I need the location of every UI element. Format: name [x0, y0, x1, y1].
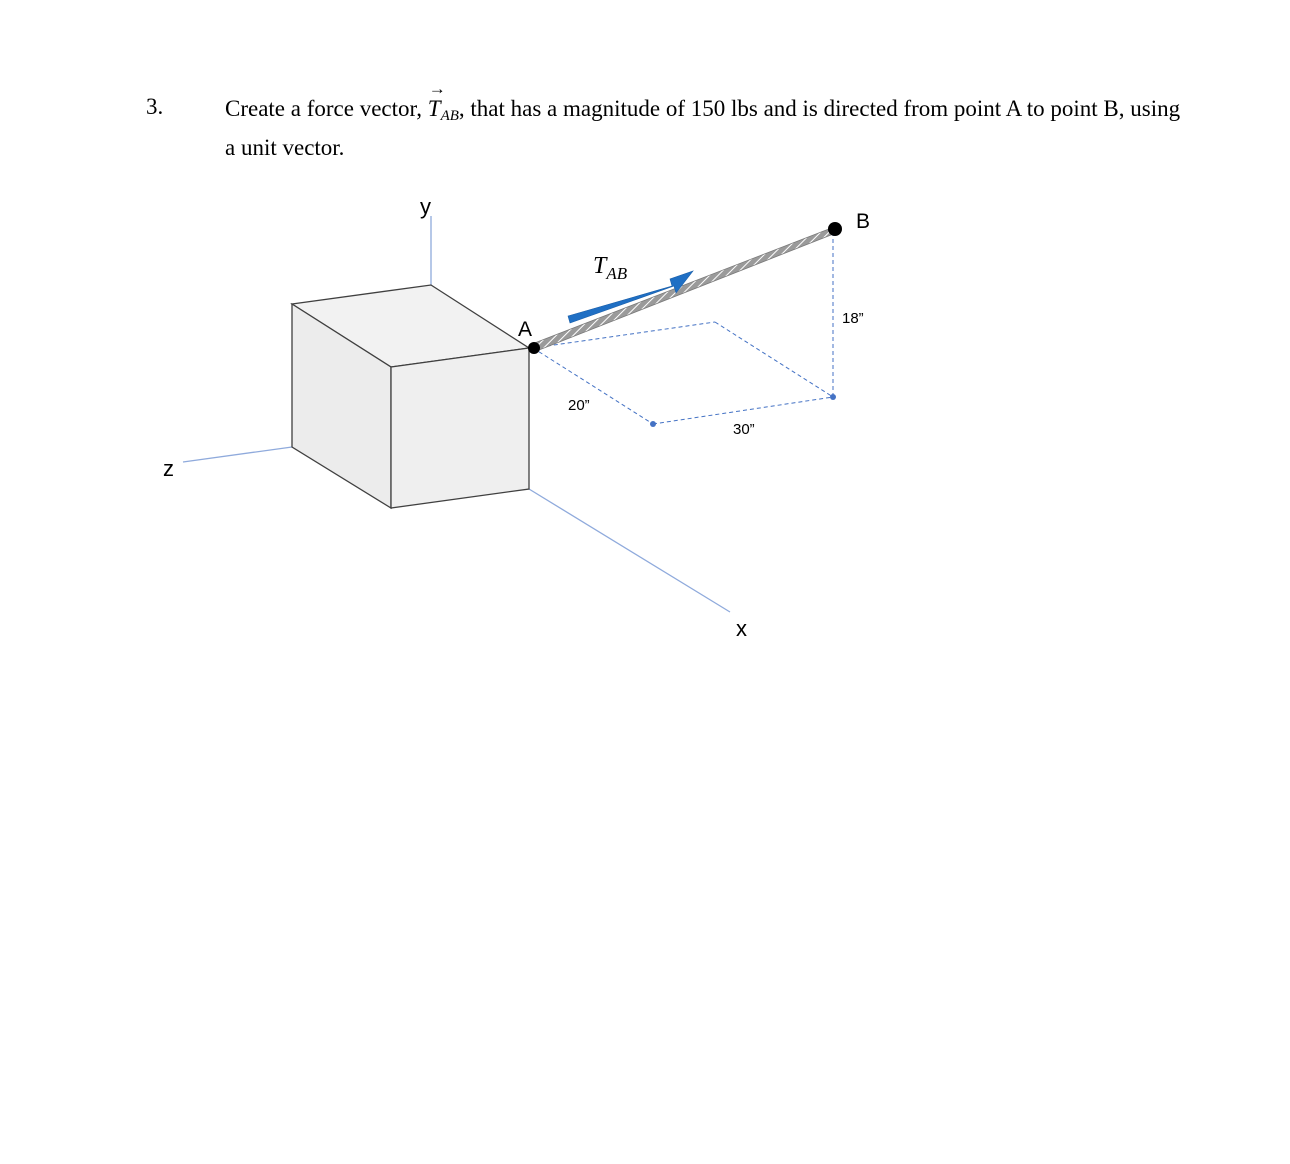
x-axis-line	[529, 489, 730, 612]
vector-arrow-icon: →	[428, 79, 446, 98]
force-label-sub: AB	[606, 264, 628, 283]
box-front-face	[391, 348, 529, 508]
dim-z-label: 30”	[733, 421, 755, 438]
corner-point-marker	[830, 394, 836, 400]
point-a-label: A	[518, 318, 533, 341]
force-label	[593, 253, 628, 283]
force-label-main: T	[593, 253, 607, 279]
dashed-a-to-x-point	[533, 348, 653, 424]
dim-y-label: 18”	[842, 310, 864, 327]
y-axis-label: y	[420, 194, 431, 219]
vector-letter: T	[427, 96, 441, 121]
vector-subscript: AB	[440, 108, 459, 124]
point-b-label: B	[856, 210, 871, 233]
x-point-marker	[650, 421, 656, 427]
dim-x-label: 20”	[568, 397, 590, 414]
cable-ab	[532, 227, 836, 352]
dashed-x-point-to-corner	[653, 397, 833, 424]
point-a-marker	[528, 342, 540, 354]
z-axis-label: z	[163, 456, 174, 481]
dashed-z-point-to-corner	[715, 322, 833, 397]
x-axis-label: x	[736, 616, 747, 641]
problem-text-before: Create a force vector,	[225, 96, 428, 121]
z-axis-line	[183, 447, 292, 462]
problem-text-after: , that has a magnitude of 150 lbs and is directed from point A to point B, using a unit vector.	[225, 96, 1181, 160]
point-b-marker	[828, 222, 842, 236]
box	[292, 285, 529, 508]
problem-number: 3.	[146, 94, 164, 119]
